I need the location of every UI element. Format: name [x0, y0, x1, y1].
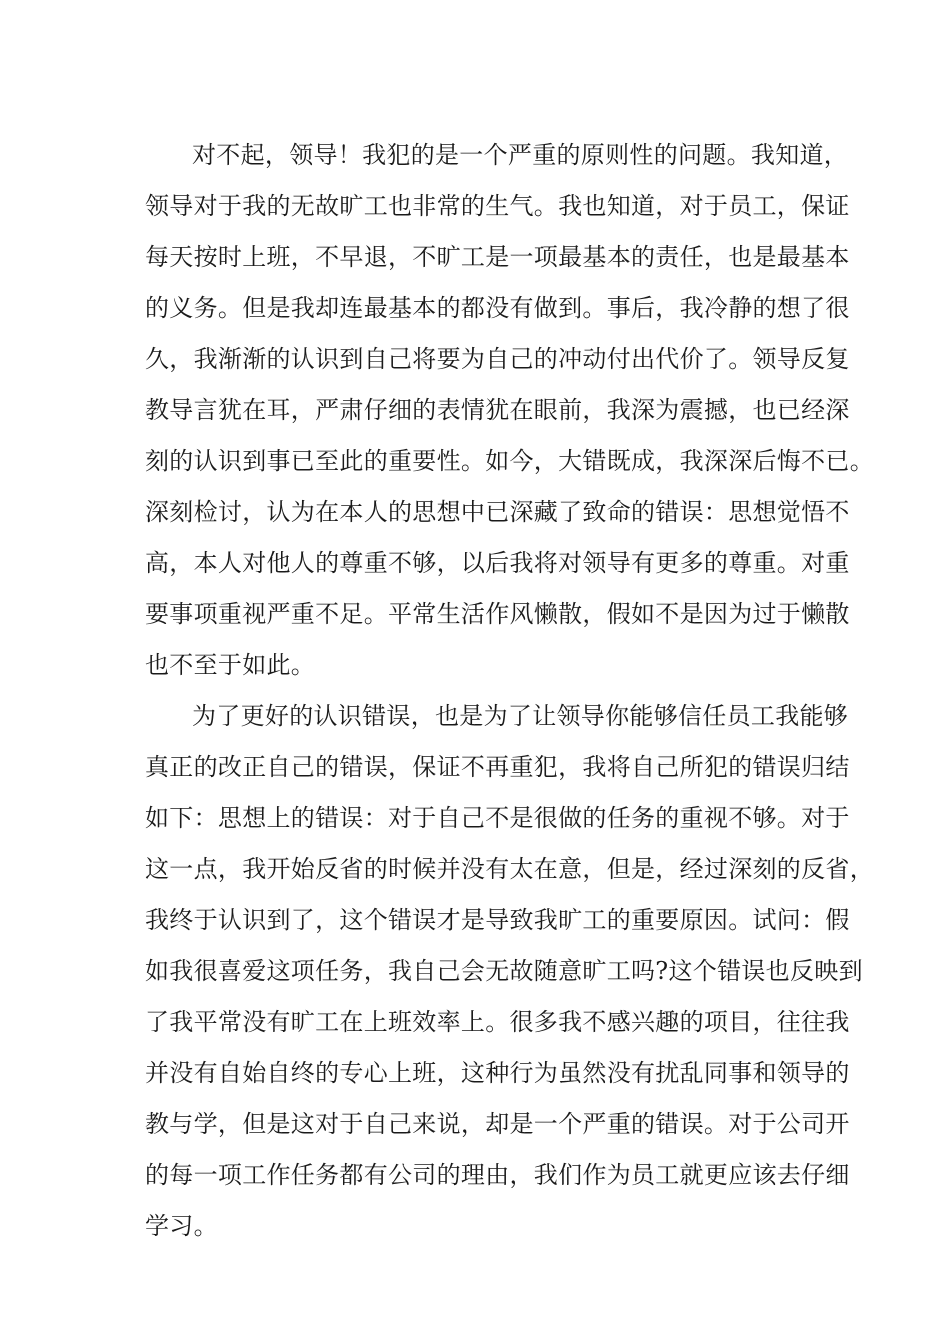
text-line: 的义务。但是我却连最基本的都没有做到。事后，我冷静的想了很 [145, 294, 850, 322]
text-line: 深刻检讨，认为在本人的思想中已深藏了致命的错误：思想觉悟不 [145, 498, 850, 526]
paragraph-2 [145, 691, 874, 1252]
text-line: 真正的改正自己的错误，保证不再重犯，我将自己所犯的错误归结 [145, 753, 850, 781]
text-line: 也不至于如此。 [145, 651, 316, 679]
text-line: 的每一项工作任务都有公司的理由，我们作为员工就更应该去仔细 [145, 1161, 850, 1189]
text-line: 要事项重视严重不足。平常生活作风懒散，假如不是因为过于懒散 [145, 600, 850, 628]
text-line: 高，本人对他人的尊重不够，以后我将对领导有更多的尊重。对重 [145, 549, 850, 577]
paragraph-1 [145, 130, 874, 691]
text-line: 我终于认识到了，这个错误才是导致我旷工的重要原因。试问：假 [145, 906, 850, 934]
text-line: 为了更好的认识错误，也是为了让领导你能够信任员工我能够 [192, 702, 849, 730]
text-line: 对不起，领导！我犯的是一个严重的原则性的问题。我知道， [192, 141, 849, 169]
document-body [145, 130, 874, 1252]
text-line: 刻的认识到事已至此的重要性。如今，大错既成，我深深后悔不已。 [145, 447, 874, 475]
text-line: 久，我渐渐的认识到自己将要为自己的冲动付出代价了。领导反复 [145, 345, 850, 373]
text-line: 了我平常没有旷工在上班效率上。很多我不感兴趣的项目，往往我 [145, 1008, 850, 1036]
text-line: 教导言犹在耳，严肃仔细的表情犹在眼前，我深为震撼，也已经深 [145, 396, 850, 424]
text-line: 如下：思想上的错误：对于自己不是很做的任务的重视不够。对于 [145, 804, 850, 832]
text-line: 并没有自始自终的专心上班，这种行为虽然没有扰乱同事和领导的 [145, 1059, 850, 1087]
text-line: 每天按时上班，不早退，不旷工是一项最基本的责任，也是最基本 [145, 243, 850, 271]
text-line: 这一点，我开始反省的时候并没有太在意，但是，经过深刻的反省， [145, 855, 874, 883]
text-line: 如我很喜爱这项任务，我自己会无故随意旷工吗?这个错误也反映到 [145, 957, 863, 985]
text-line: 教与学，但是这对于自己来说，却是一个严重的错误。对于公司开 [145, 1110, 850, 1138]
text-line: 学习。 [145, 1212, 218, 1240]
text-line: 领导对于我的无故旷工也非常的生气。我也知道，对于员工，保证 [145, 192, 850, 220]
